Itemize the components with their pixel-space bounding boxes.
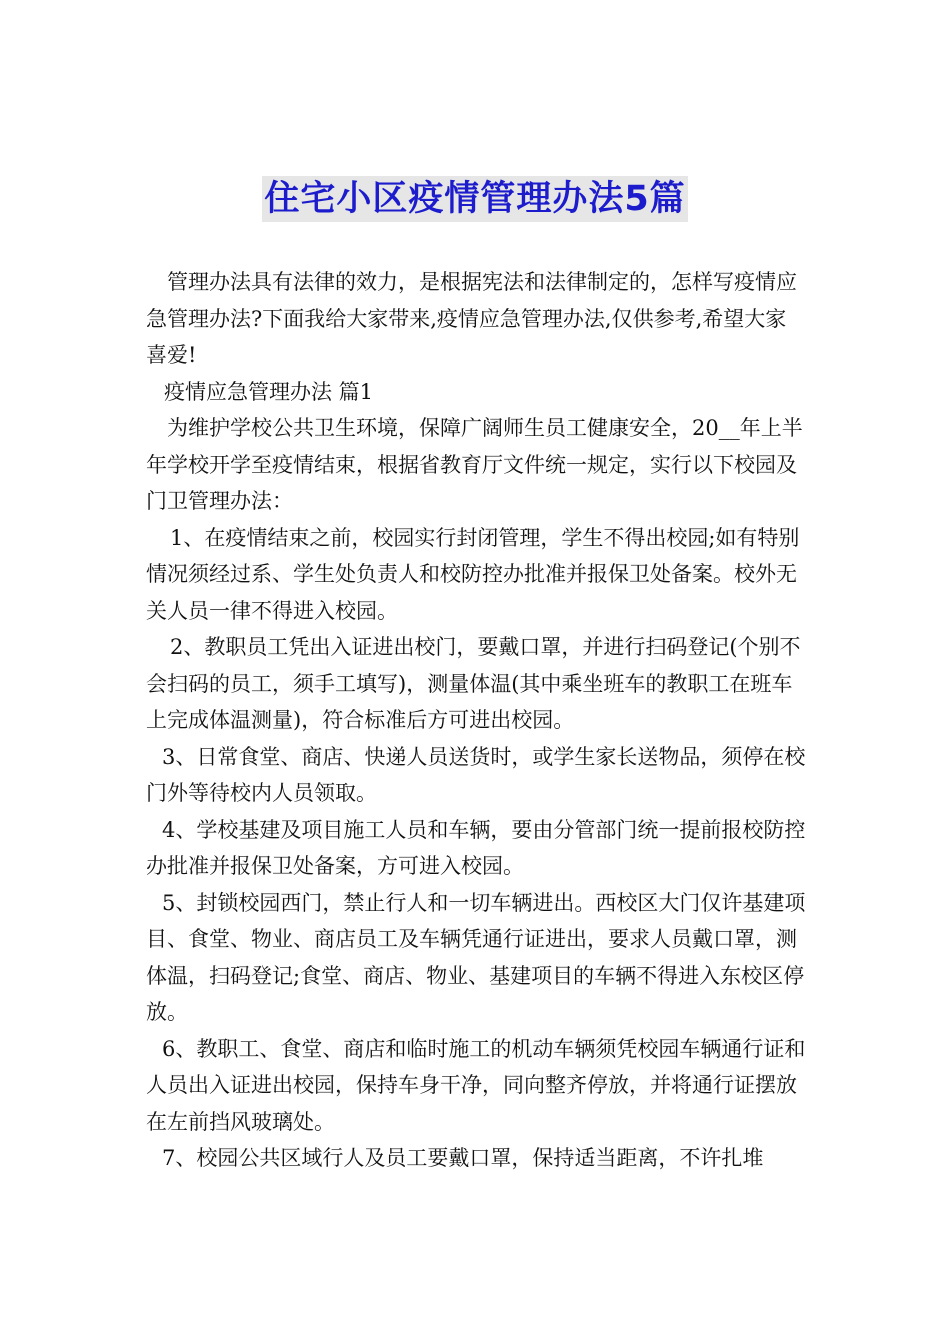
intro-paragraph: 管理办法具有法律的效力，是根据宪法和法律制定的，怎样写疫情应急管理办法?下面我给大家带来,疫情应急管理办法,仅供参考,希望大家喜爱! — [146, 270, 797, 367]
list-item-1: 1、在疫情结束之前，校园实行封闭管理，学生不得出校园;如有特别情况须经过系、学生处负责人和校防控办批准并报保卫处备案。校外无关人员一律不得进入校园。 — [146, 525, 800, 623]
list-item-3: 3、日常食堂、商店、快递人员送货时，或学生家长送物品，须停在校门外等待校内人员领取。 — [146, 744, 806, 805]
list-item-5: 5、封锁校园西门，禁止行人和一切车辆进出。西校区大门仅许基建项目、食堂、物业、商店员工及车辆凭通行证进出，要求人员戴口罩，测体温，扫码登记;食堂、商店、物业、基建项目的车辆不得进入东校区停放。 — [146, 890, 806, 1024]
list-item-7: 7、校园公共区域行人及员工要戴口罩，保持适当距离，不许扎堆 — [162, 1146, 764, 1170]
section-heading: 疫情应急管理办法 篇1 — [164, 379, 374, 404]
title-container — [0, 176, 950, 222]
list-item-2: 2、教职员工凭出入证进出校门，要戴口罩，并进行扫码登记(个别不会扫码的员工，须手工填写)，测量体温(其中乘坐班车的教职工在班车上完成体温测量)，符合标准后方可进出校园。 — [146, 635, 801, 732]
document-body — [146, 264, 806, 1177]
document-title: 住宅小区疫情管理办法5篇 — [262, 176, 687, 222]
list-item-4: 4、学校基建及项目施工人员和车辆，要由分管部门统一提前报校防控办批准并报保卫处备案，方可进入校园。 — [146, 817, 806, 878]
list-item-6: 6、教职工、食堂、商店和临时施工的机动车辆须凭校园车辆通行证和人员出入证进出校园，保持车身干净，同向整齐停放，并将通行证摆放在左前挡风玻璃处。 — [146, 1036, 806, 1134]
body-paragraph: 为维护学校公共卫生环境，保障广阔师生员工健康安全，20__年上半年学校开学至疫情结束，根据省教育厅文件统一规定，实行以下校园及门卫管理办法： — [146, 416, 803, 513]
